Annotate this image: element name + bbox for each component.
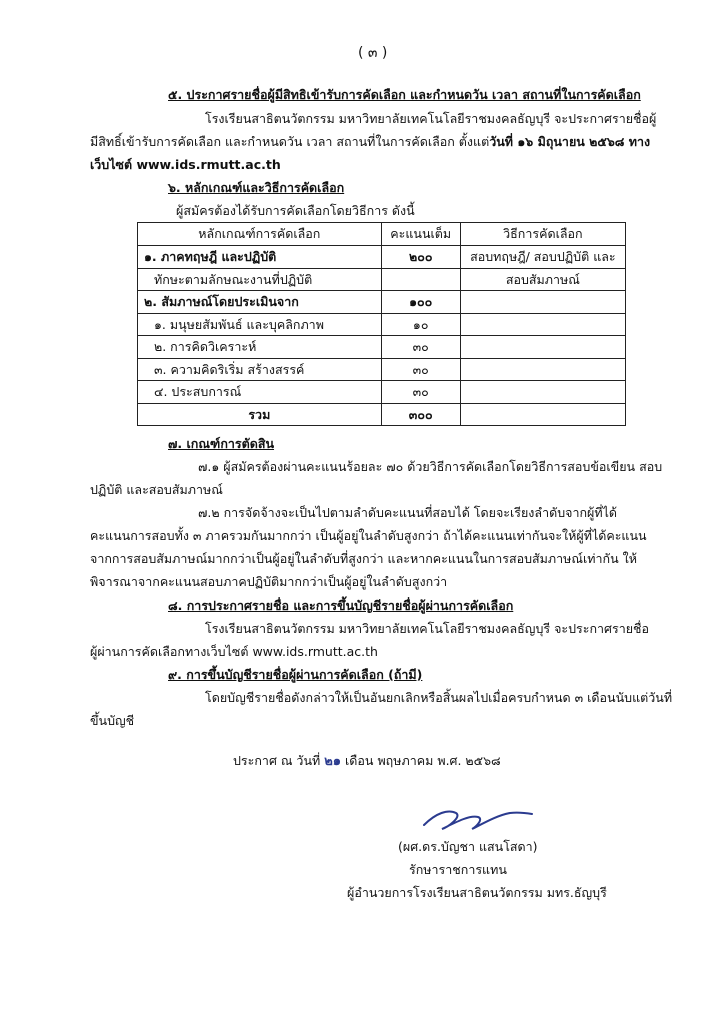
table-row — [138, 291, 626, 314]
score-cell: ๒๐๐ — [381, 246, 460, 269]
table-row — [138, 246, 626, 269]
section7-2-line4: พิจารณาจากคะแนนสอบภาคปฏิบัติมากกว่าเป็นผู้อยู่ในลำดับสูงกว่า — [90, 574, 448, 589]
section8-line2: ผู้ผ่านการคัดเลือกทางเว็บไซต์ www.ids.rmutt.ac.th — [90, 644, 378, 659]
page-number: ( ๓ ) — [358, 45, 388, 61]
criterion-cell: ๑. ภาคทฤษฎี และปฏิบัติ — [138, 246, 382, 269]
criterion-cell: ๒. สัมภาษณ์โดยประเมินจาก — [138, 291, 382, 314]
announcement-date — [233, 752, 501, 771]
table-row — [138, 336, 626, 359]
criterion-cell: ทักษะตามลักษณะงานที่ปฏิบัติ — [138, 268, 382, 291]
section9-line1: โดยบัญชีรายชื่อดังกล่าวให้เป็นอันยกเลิกหรือสิ้นผลไปเมื่อครบกำหนด ๓ เดือนนับแต่วันที่ — [205, 690, 673, 705]
criterion-cell: ๒. การคิดวิเคราะห์ — [138, 336, 382, 359]
criteria-table — [137, 222, 626, 426]
criterion-cell: ๑. มนุษยสัมพันธ์ และบุคลิกภาพ — [138, 313, 382, 336]
section7-2-line3: จากการสอบสัมภาษณ์มากกว่าเป็นผู้อยู่ในลำดับที่สูงกว่า และหากคะแนนในการสอบสัมภาษณ์เท่ากัน ให้ — [90, 551, 637, 566]
section6-heading — [168, 179, 344, 197]
signature-mark-icon — [418, 803, 538, 837]
method-cell — [460, 358, 625, 381]
table-total-row — [138, 403, 626, 426]
criteria-table-header — [138, 223, 626, 246]
method-cell — [460, 336, 625, 359]
section5-line2 — [90, 133, 650, 151]
total-label: รวม — [138, 403, 382, 426]
signatory-name: (ผศ.ดร.บัญชา แสนโสดา) — [398, 839, 538, 854]
section8-line1: โรงเรียนสาธิตนวัตกรรม มหาวิทยาลัยเทคโนโลยีราชมงคลธัญบุรี จะประกาศรายชื่อ — [205, 621, 650, 636]
total-score: ๓๐๐ — [381, 403, 460, 426]
score-cell: ๓๐ — [381, 381, 460, 404]
table-row — [138, 268, 626, 291]
section5-heading: ๕. ประกาศรายชื่อผู้มีสิทธิเข้ารับการคัดเลือก และกำหนดวัน เวลา สถานที่ในการคัดเลือก — [168, 87, 641, 102]
table-row — [138, 358, 626, 381]
score-cell: ๓๐ — [381, 358, 460, 381]
section5-website: เว็บไซต์ www.ids.rmutt.ac.th — [90, 157, 281, 172]
header-criterion: หลักเกณฑ์การคัดเลือก — [138, 223, 382, 246]
section8-heading: ๘. การประกาศรายชื่อ และการขึ้นบัญชีรายชื่อผู้ผ่านการคัดเลือก — [168, 598, 514, 613]
criterion-cell: ๓. ความคิดริเริ่ม สร้างสรรค์ — [138, 358, 382, 381]
section7-1-line1: ๗.๑ ผู้สมัครต้องผ่านคะแนนร้อยละ ๗๐ ด้วยวิธีการคัดเลือกโดยวิธีการสอบข้อเขียน สอบ — [198, 459, 663, 474]
section9-heading: ๙. การขึ้นบัญชีรายชื่อผู้ผ่านการคัดเลือก (ถ้ามี) — [168, 667, 423, 682]
section5-line2-text: มีสิทธิ์เข้ารับการคัดเลือก และกำหนดวัน เวลา สถานที่ในการคัดเลือก ตั้งแต่ — [90, 134, 490, 149]
announcement-suffix: เดือน พฤษภาคม พ.ศ. ๒๕๖๘ — [345, 753, 501, 768]
section5-date: วันที่ ๑๖ มิถุนายน ๒๕๖๘ ทาง — [489, 134, 651, 149]
header-full-score: คะแนนเต็ม — [381, 223, 460, 246]
section7-2-line2: คะแนนการสอบทั้ง ๓ ภาครวมกันมากกว่า เป็นผู้อยู่ในลำดับสูงกว่า ถ้าได้คะแนนเท่ากันจะให้ผู้ที่ได้คะแนน — [90, 528, 647, 543]
criterion-cell: ๔. ประสบการณ์ — [138, 381, 382, 404]
signatory-role: รักษาราชการแทน — [409, 862, 507, 877]
announcement-day: ๒๑ — [324, 754, 342, 769]
table-row — [138, 313, 626, 336]
method-cell: สอบสัมภาษณ์ — [460, 268, 625, 291]
section5-line1: โรงเรียนสาธิตนวัตกรรม มหาวิทยาลัยเทคโนโลยีราชมงคลธัญบุรี จะประกาศรายชื่อผู้ — [205, 111, 657, 126]
section9-line2: ขึ้นบัญชี — [90, 713, 135, 728]
score-cell — [381, 268, 460, 291]
section7-heading-text: ๗. เกณฑ์การตัดสิน — [168, 436, 275, 451]
header-method: วิธีการคัดเลือก — [460, 223, 625, 246]
announcement-prefix: ประกาศ ณ วันที่ — [233, 753, 321, 768]
total-method-cell — [460, 403, 625, 426]
section6-heading-text: ๖. หลักเกณฑ์และวิธีการคัดเลือก — [168, 180, 345, 195]
signatory-position: ผู้อำนวยการโรงเรียนสาธิตนวัตกรรม มทร.ธัญบุรี — [347, 885, 607, 900]
section7-1-line2: ปฏิบัติ และสอบสัมภาษณ์ — [90, 482, 223, 497]
method-cell — [460, 313, 625, 336]
method-cell: สอบทฤษฎี/ สอบปฏิบัติ และ — [460, 246, 625, 269]
table-row — [138, 381, 626, 404]
section7-2-line1: ๗.๒ การจัดจ้างจะเป็นไปตามลำดับคะแนนที่สอบได้ โดยจะเรียงลำดับจากผู้ที่ได้ — [198, 505, 618, 520]
method-cell — [460, 381, 625, 404]
score-cell: ๑๐ — [381, 313, 460, 336]
score-cell: ๑๐๐ — [381, 291, 460, 314]
section6-intro: ผู้สมัครต้องได้รับการคัดเลือกโดยวิธีการ ดังนี้ — [176, 203, 415, 218]
score-cell: ๓๐ — [381, 336, 460, 359]
method-cell — [460, 291, 625, 314]
section7-heading — [168, 435, 274, 453]
